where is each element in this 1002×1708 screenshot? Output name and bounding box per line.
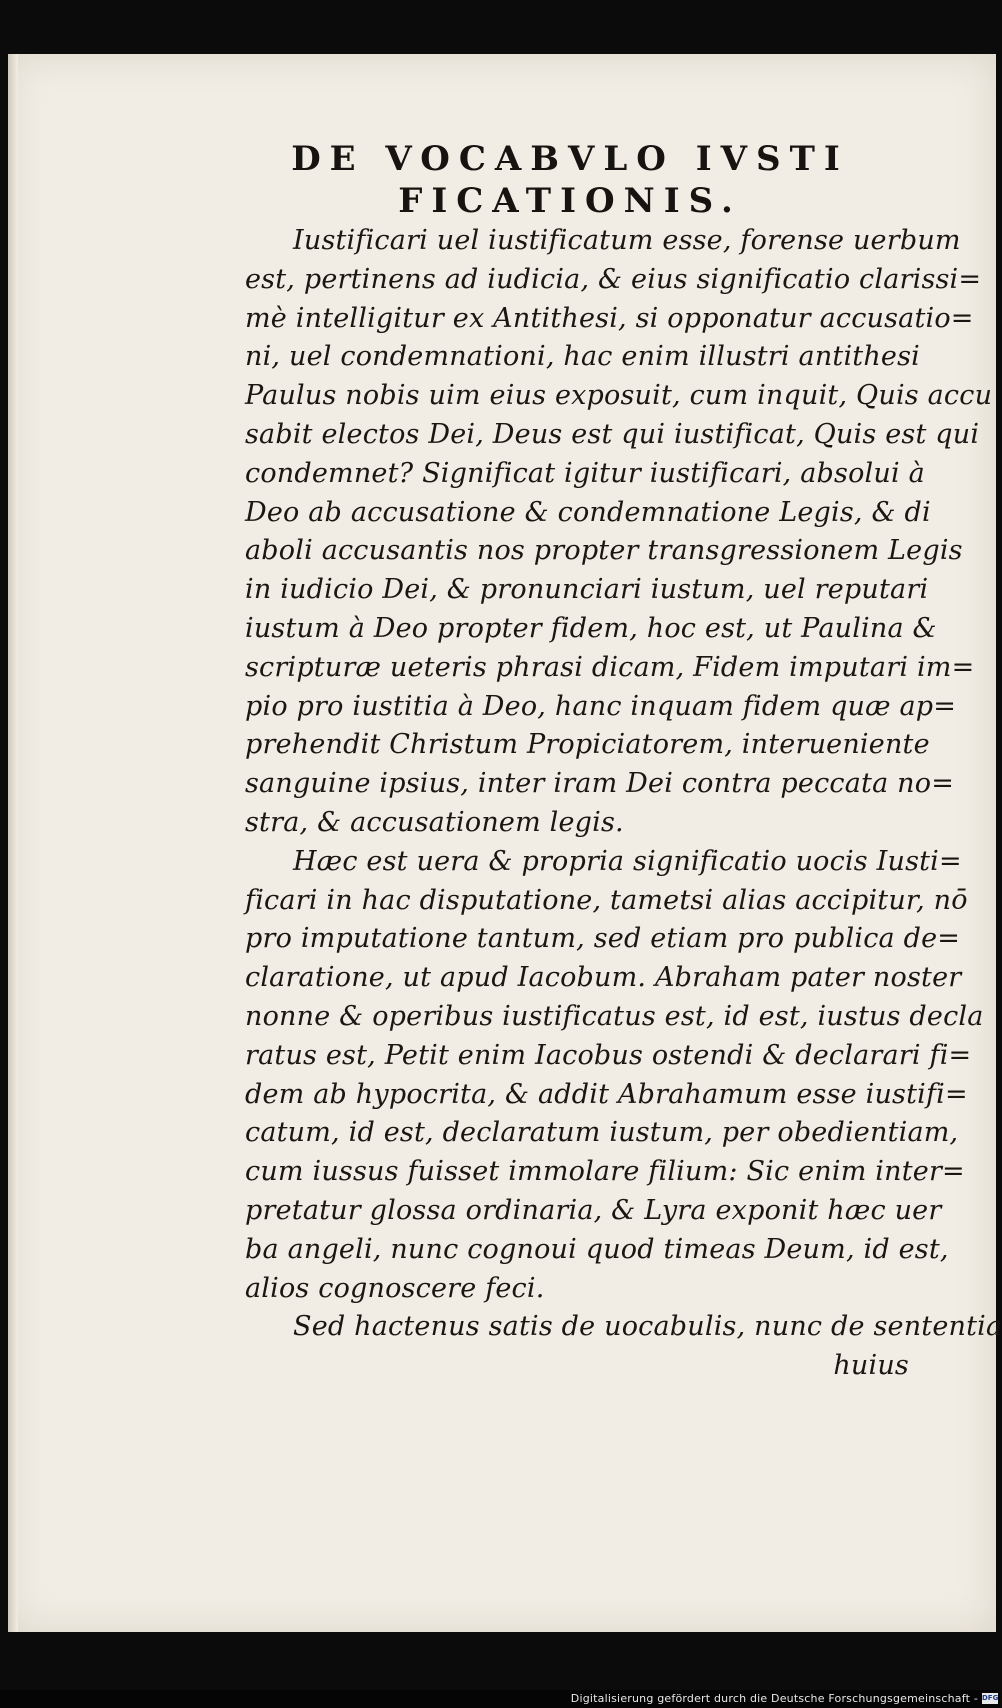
text-line: scripturæ ueteris phrasi dicam, Fidem imputari im= xyxy=(245,651,975,683)
text-line: iustum à Deo propter fidem, hoc est, ut Paulina & xyxy=(245,612,937,644)
text-line: dem ab hypocrita, & addit Abrahamum esse iustifi= xyxy=(245,1078,968,1110)
text-line: ni, uel condemnationi, hac enim illustri antithesi xyxy=(245,341,921,373)
chapter-heading xyxy=(270,138,870,222)
text-line: condemnet? Significat igitur iustificari, absolui à xyxy=(245,457,925,489)
heading-line-2: FICATIONIS. xyxy=(398,181,742,221)
text-line: alios cognoscere feci. xyxy=(245,1272,545,1304)
funding-credit: Digitalisierung gefördert durch die Deutsche Forschungsgemeinschaft - xyxy=(570,1692,978,1705)
text-line: ratus est, Petit enim Iacobus ostendi & declarari fi= xyxy=(245,1039,972,1071)
text-line: prehendit Christum Propiciatorem, interueniente xyxy=(245,729,930,761)
text-line: cum iussus fuisset immolare filium: Sic enim inter= xyxy=(245,1156,965,1188)
text-line: claratione, ut apud Iacobum. Abraham pater noster xyxy=(245,962,962,994)
text-line: sabit electos Dei, Deus est qui iustificat, Quis est qui xyxy=(245,418,980,450)
text-line: stra, & accusationem legis. xyxy=(245,806,624,838)
text-line: sanguine ipsius, inter iram Dei contra peccata no= xyxy=(245,768,955,800)
text-line: catum, id est, declaratum iustum, per obedientiam, xyxy=(245,1117,959,1149)
text-line: mè intelligitur ex Antithesi, si opponatur accusatio= xyxy=(245,302,974,334)
text-line: Paulus nobis uim eius exposuit, cum inquit, Quis accu xyxy=(245,380,993,412)
text-line: pro imputatione tantum, sed etiam pro publica de= xyxy=(245,923,961,955)
text-line: Hæc est uera & propria significatio uocis Iusti= xyxy=(293,845,962,877)
text-line: pio pro iustitia à Deo, hanc inquam fidem quæ ap= xyxy=(245,690,957,722)
text-line: ba angeli, nunc cognoui quod timeas Deum, id est, xyxy=(245,1233,949,1265)
text-line: pretatur glossa ordinaria, & Lyra exponit hæc uer xyxy=(245,1194,942,1226)
text-line: est, pertinens ad iudicia, & eius significatio clarissi= xyxy=(245,263,982,295)
catchword: huius xyxy=(833,1350,909,1382)
text-line: ficari in hac disputatione, tametsi alias accipitur, nō xyxy=(245,884,968,916)
text-line: Deo ab accusatione & condemnatione Legis, & di xyxy=(245,496,931,528)
dfg-logo: DFG xyxy=(982,1694,999,1702)
text-line: Iustificari uel iustificatum esse, forense uerbum xyxy=(293,225,961,256)
heading-line-1: DE VOCABVLO IVSTI xyxy=(291,139,849,179)
text-line: in iudicio Dei, & pronunciari iustum, uel reputari xyxy=(245,574,929,606)
text-line: aboli accusantis nos propter transgressionem Legis xyxy=(245,535,963,567)
page-edge-shadow xyxy=(8,54,18,1632)
page-body-text xyxy=(245,222,1002,1386)
text-line: Sed hactenus satis de uocabulis, nunc de sententia xyxy=(293,1311,1002,1343)
text-line: nonne & operibus iustificatus est, id est, iustus decla xyxy=(245,1000,984,1032)
